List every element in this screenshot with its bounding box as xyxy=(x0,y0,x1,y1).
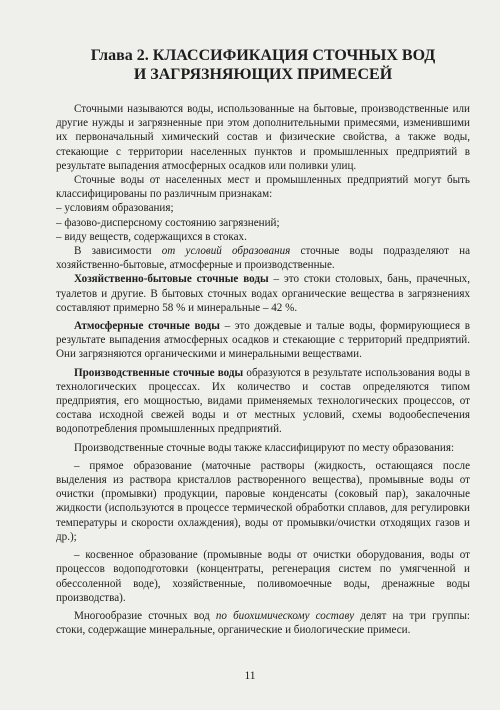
text: Многообразие сточных вод xyxy=(74,609,216,622)
bold-term: Производственные сточные воды xyxy=(74,366,244,379)
page-number: 11 xyxy=(244,670,256,682)
text: В зависимости xyxy=(74,245,162,258)
paragraph-indirect-formation: – косвенное образование (промывные воды от очистки оборудования, воды от процессов водоподготовки (концентраты, регенерация систем по умягченной и обессоленной воде), хозяйственные, поливомоечные воды, дренажные воды производства). xyxy=(56,549,470,604)
paragraph-household xyxy=(56,272,470,315)
list-item: – фазово-дисперсному состоянию загрязнений; xyxy=(56,216,280,229)
chapter-heading-line-1: Глава 2. КЛАССИФИКАЦИЯ СТОЧНЫХ ВОД xyxy=(90,47,436,64)
paragraph-direct-formation: – прямое образование (маточные растворы (жидкость, остающаяся после выделения из раствора кристаллов растворенного вещества), промывные воды от очистки (промывки) продукции, паровые конденсаты (соковый пар), закалочные жидкости (используются в процессе термической обработки сплавов, для регулировки температуры и скорости охлаждения), воды от промывки/очистки отходящих газов и др.); xyxy=(56,459,470,543)
paragraph-place-of-formation: Производственные сточные воды также классифицируют по месту образования: xyxy=(74,441,455,454)
list-item: – условиям образования; xyxy=(56,202,174,215)
italic-phrase: от условий образования xyxy=(161,245,291,258)
text: делят на три группы: стоки, содержащие минеральные, органические и биологические примеси. xyxy=(56,609,470,637)
paragraph-classification-intro: Сточные воды от населенных мест и промышленных предприятий могут быть классифицированы по различным признакам: xyxy=(56,174,470,201)
paragraph-biochemical xyxy=(56,609,470,637)
text: образуются в результате использования воды в технологических процессах. Их количество и состав определяются типом предприятия, его мощностью, видами применяемых технологических процессов, от состава исходной свежей воды и от местных условий, схемы водообеспечения водопотребления промышленных предприятий. xyxy=(56,366,470,436)
paragraph-atmospheric xyxy=(56,319,470,362)
text: – это дождевые и талые воды, формирующиеся в результате выпадения атмосферных осадков и стекающие с территорий предприятий. Они загрязняются органическими и минеральными веществами. xyxy=(56,320,470,361)
bold-term: Атмосферные сточные воды xyxy=(74,320,220,333)
chapter-heading-line-2: И ЗАГРЯЗНЯЮЩИХ ПРИМЕСЕЙ xyxy=(133,66,393,83)
bold-term: Хозяйственно-бытовые сточные воды xyxy=(74,273,269,286)
italic-phrase: по биохимическому составу xyxy=(215,609,355,622)
text: сточные воды подразделяют на хозяйственно-бытовые, атмосферные и производственные. xyxy=(56,245,470,272)
chapter-heading xyxy=(56,46,470,84)
paragraph-conditions xyxy=(56,244,470,272)
list-item: – виду веществ, содержащихся в стоках. xyxy=(56,230,247,243)
paragraph-industrial xyxy=(56,366,470,437)
paragraph-definition: Сточными называются воды, использованные на бытовые, производственные или другие нужды и загрязненные при этом дополнительными примесями, изменившими их первоначальный химический состав и физические свойства, а также воды, стекающие с территории населенных пунктов и промышленных предприятий в результате выпадения атмосферных осадков или поливки улиц. xyxy=(56,103,470,172)
text: – это стоки столовых, бань, прачечных, туалетов и другие. В бытовых сточных водах органические вещества в загрязнениях составляют примерно 58 % и минеральные – 42 %. xyxy=(56,273,470,314)
